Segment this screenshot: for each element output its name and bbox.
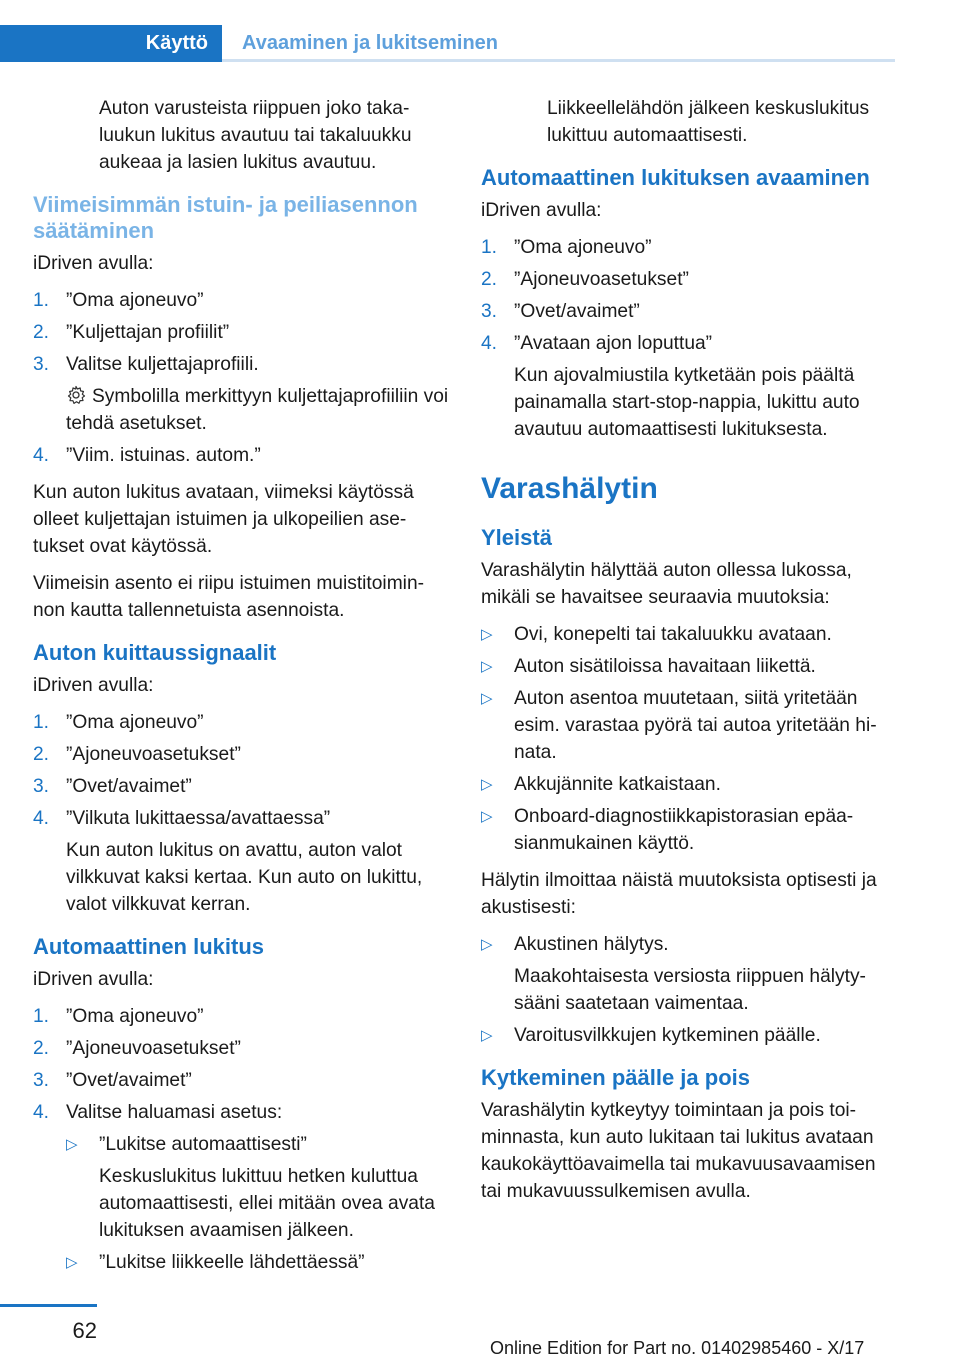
gear-icon xyxy=(66,385,86,405)
list-item: ▷ ”Lukitse automaattisesti” Keskuslukitus lukittuu hetken kuluttua automaattisesti, ellei mitään ovea avata lukituksen avaamisen jälkeen. xyxy=(66,1131,451,1244)
list-item: ▷ Ovi, konepelti tai takaluukku avataan. xyxy=(481,621,899,648)
triangle-bullet-icon: ▷ xyxy=(66,1136,78,1153)
list-item: 3. ”Ovet/avaimet” xyxy=(33,1070,192,1091)
list-item: ▷ ”Lukitse liikkeelle lähdettäessä” xyxy=(66,1249,451,1276)
list-item: ▷ Auton asentoa muutetaan, siitä yritetään esim. varastaa pyörä tai autoa yritetään hi-nata. xyxy=(481,685,899,766)
triangle-bullet-icon: ▷ xyxy=(481,1027,493,1044)
list-item: 2. ”Ajoneuvoasetukset” xyxy=(33,744,241,765)
triangle-bullet-icon: ▷ xyxy=(481,626,493,643)
list-item: 1. ”Oma ajoneuvo” xyxy=(33,712,204,733)
list-item: 3. Valitse kuljettajaprofiili. Symbolilla merkittyyn kuljettajaprofiiliin voi tehdä asetukset. xyxy=(33,351,451,437)
triangle-bullet-icon: ▷ xyxy=(481,690,493,707)
steps-list xyxy=(33,287,451,469)
steps-list xyxy=(481,234,899,443)
section-title-seat-mirror: Viimeisimmän istuin- ja peiliasennon säätäminen xyxy=(33,192,418,243)
intro-paragraph: Auton varusteista riippuen joko taka-luukun lukitus avautuu tai takaluukku aukeaa ja lasien lukitus avautuu. xyxy=(99,98,412,173)
list-item: ▷ Auton sisätiloissa havaitaan liikettä. xyxy=(481,653,899,680)
list-item: 1. ”Oma ajoneuvo” xyxy=(33,1006,204,1027)
list-item: 2. ”Ajoneuvoasetukset” xyxy=(33,1038,241,1059)
item-note: Kun auton lukitus on avattu, auton valot vilkkuvat kaksi kertaa. Kun auto on lukittu, valot vilkkuvat kerran. xyxy=(66,840,423,915)
list-item: ▷ Varoitusvilkkujen kytkeminen päälle. xyxy=(481,1022,899,1049)
paragraph: Varashälytin hälyttää auton ollessa lukossa, mikäli se havaitsee seuraavia muutoksia: xyxy=(481,560,852,608)
page-header xyxy=(0,25,895,62)
bullet-list xyxy=(481,621,899,857)
section-title-general: Yleistä xyxy=(481,525,552,550)
list-item: 4. ”Avataan ajon loputtua” Kun ajovalmiustila kytketään pois päältä painamalla start-stop-nappia, lukittu auto avautuu automaattisesti lukituksesta. xyxy=(481,330,899,443)
left-column xyxy=(33,95,451,1286)
steps-list xyxy=(33,1003,451,1276)
bullet-list xyxy=(481,931,899,1049)
triangle-bullet-icon: ▷ xyxy=(481,936,493,953)
section-title-auto-unlock: Automaattinen lukituksen avaaminen xyxy=(481,165,870,190)
list-item: 3. ”Ovet/avaimet” xyxy=(33,776,192,797)
list-item: ▷ Akkujännite katkaistaan. xyxy=(481,771,899,798)
item-note: Kun ajovalmiustila kytketään pois päältä painamalla start-stop-nappia, lukittu auto avautuu automaattisesti lukituksesta. xyxy=(514,365,860,440)
list-item: 3. ”Ovet/avaimet” xyxy=(481,301,640,322)
triangle-bullet-icon: ▷ xyxy=(481,808,493,825)
list-item: 4. ”Viim. istuinas. autom.” xyxy=(33,445,261,466)
section-lead: iDriven avulla: xyxy=(33,675,154,696)
section-lead: iDriven avulla: xyxy=(33,253,154,274)
list-item: 2. ”Ajoneuvoasetukset” xyxy=(481,269,689,290)
item-note: Symbolilla merkittyyn kuljettajaprofiiliin voi tehdä asetukset. xyxy=(66,386,449,434)
paragraph: Kun auton lukitus avataan, viimeksi käytössä olleet kuljettajan istuimen ja ulkopeilien ase-tukset ovat käytössä. xyxy=(33,482,414,557)
header-divider xyxy=(222,59,895,62)
tab-kaytto: Käyttö xyxy=(0,25,222,62)
footer-rule xyxy=(0,1304,97,1307)
section-title-auto-lock: Automaattinen lukitus xyxy=(33,934,265,959)
list-item: ▷ Onboard-diagnostiikkapistorasian epäa-sianmukainen käyttö. xyxy=(481,803,899,857)
triangle-bullet-icon: ▷ xyxy=(481,658,493,675)
list-item: 4. Valitse haluamasi asetus: ▷ ”Lukitse automaattisesti” Keskuslukitus lukittuu hetken kuluttua automaattisesti, ellei mitään ovea avata lukituksen avaamisen jälkeen. ▷ ”Lukitse liikkeelle lähdettäessä” xyxy=(33,1099,451,1276)
list-item: 1. ”Oma ajoneuvo” xyxy=(33,290,204,311)
continued-paragraph: Liikkeellelähdön jälkeen keskuslukitus lukittuu automaattisesti. xyxy=(547,98,870,146)
list-item: 4. ”Vilkuta lukittaessa/avattaessa” Kun auton lukitus on avattu, auton valot vilkkuvat kaksi kertaa. Kun auto on lukittu, valot vilkkuvat kerran. xyxy=(33,805,451,918)
section-lead: iDriven avulla: xyxy=(481,200,602,221)
triangle-bullet-icon: ▷ xyxy=(66,1254,78,1271)
options-list xyxy=(66,1131,451,1276)
paragraph: Hälytin ilmoittaa näistä muutoksista optisesti ja akustisesti: xyxy=(481,870,877,918)
item-note: Keskuslukitus lukittuu hetken kuluttua automaattisesti, ellei mitään ovea avata lukituksen avaamisen jälkeen. xyxy=(99,1166,435,1241)
tab-section-title: Avaaminen ja lukitseminen xyxy=(222,25,895,62)
list-item: 2. ”Kuljettajan profiilit” xyxy=(33,322,230,343)
edition-note: Online Edition for Part no. 01402985460 - X/17 xyxy=(490,1338,865,1358)
paragraph: Viimeisin asento ei riipu istuimen muistitoimin-non kautta tallennetuista asennoista. xyxy=(33,573,425,621)
paragraph: Varashälytin kytkeytyy toimintaan ja pois toi-minnasta, kun auto lukitaan tai lukitus avataan kaukokäyttöavaimella tai mukavuusavaamisen tai mukavuussulkemisen avulla. xyxy=(481,1100,876,1202)
steps-list xyxy=(33,709,451,918)
right-column xyxy=(481,95,899,1215)
page-number: 62 xyxy=(72,1318,97,1343)
section-lead: iDriven avulla: xyxy=(33,969,154,990)
section-title-signals: Auton kuittaussignaalit xyxy=(33,640,277,665)
section-title-on-off: Kytkeminen päälle ja pois xyxy=(481,1065,750,1090)
item-note: Maakohtaisesta versiosta riippuen hälyty-sääni saatetaan vaimentaa. xyxy=(514,966,866,1014)
list-item: ▷ Akustinen hälytys. Maakohtaisesta versiosta riippuen hälyty-sääni saatetaan vaimentaa. xyxy=(481,931,899,1017)
triangle-bullet-icon: ▷ xyxy=(481,776,493,793)
chapter-title: Varashälytin xyxy=(481,472,658,505)
list-item: 1. ”Oma ajoneuvo” xyxy=(481,237,652,258)
